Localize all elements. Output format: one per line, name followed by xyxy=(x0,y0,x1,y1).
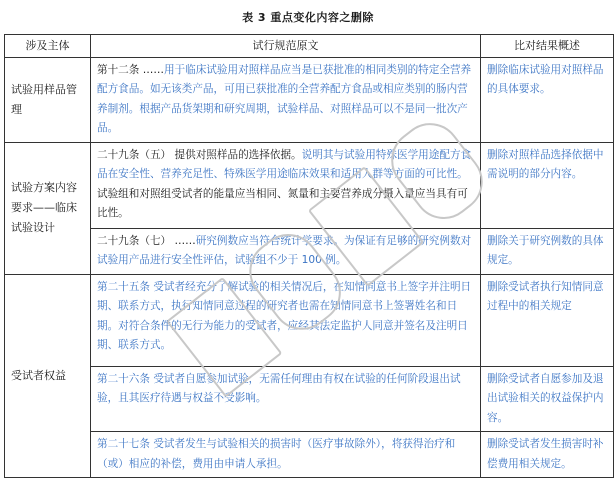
clause-text: 用于临床试验用对照样品应当是已获批准的相同类别的特定全营养配方食品。如无该类产品，可用已获批准的全营养配方食品或相应类别的肠内营养制剂。根据产品货架期和研究周期，试验样品、对照样品可以不是同一批次产品。 xyxy=(97,63,472,134)
table-row xyxy=(5,432,614,478)
result-cell: 删除受试者发生损害时补偿费用相关规定。 xyxy=(481,432,614,478)
table-caption: 表 3 重点变化内容之删除 xyxy=(242,11,374,24)
table-row xyxy=(5,142,614,228)
header-result: 比对结果概述 xyxy=(481,35,614,58)
comparison-table xyxy=(4,34,614,478)
result-cell: 删除受试者自愿参加及退出试验相关的权益保护内容。 xyxy=(481,366,614,432)
clause-text: 研究例数应当符合统计学要求。为保证有足够的研究例数对试验用产品进行安全性评估，试验组不少于 100 例。 xyxy=(97,234,472,266)
clause-ref: 第十二条 …… xyxy=(97,63,164,76)
header-subject: 涉及主体 xyxy=(5,35,91,58)
original-cell xyxy=(91,228,481,274)
table-row xyxy=(5,228,614,274)
original-cell: 第二十六条 受试者自愿参加试验，无需任何理由有权在试验的任何阶段退出试验，且其医疗待遇与权益不受影响。 xyxy=(91,366,481,432)
original-cell xyxy=(91,142,481,228)
clause-ref: 二十九条（五） 提供对照样品的选择依据。 xyxy=(97,148,302,161)
result-cell: 删除对照样品选择依据中需说明的部分内容。 xyxy=(481,142,614,228)
result-cell: 删除受试者执行知情同意过程中的相关规定 xyxy=(481,274,614,366)
table-row xyxy=(5,366,614,432)
clause-text: 说明其与试验用特殊医学用途配方食品在安全性、营养充足性、特殊医学用途临床效果和适用人群等方面的可比性。 xyxy=(97,148,472,180)
table-row xyxy=(5,57,614,142)
subject-cell: 试验用样品管理 xyxy=(5,57,91,142)
original-cell xyxy=(91,57,481,142)
original-cell: 第二十七条 受试者发生与试验相关的损害时（医疗事故除外），将获得治疗和（或）相应的补偿，费用由申请人承担。 xyxy=(91,432,481,478)
result-cell: 删除关于研究例数的具体规定。 xyxy=(481,228,614,274)
subject-cell: 受试者权益 xyxy=(5,274,91,478)
result-cell: 删除临床试验用对照样品的具体要求。 xyxy=(481,57,614,142)
clause-ref: 二十九条（七） …… xyxy=(97,234,196,247)
table-header-row xyxy=(5,35,614,58)
header-original: 试行规范原文 xyxy=(91,35,481,58)
clause-text-black: 试验组和对照组受试者的能量应当相同、氮量和主要营养成分摄入量应当具有可比性。 xyxy=(97,187,468,219)
subject-cell: 试验方案内容要求——临床试验设计 xyxy=(5,142,91,274)
original-cell: 第二十五条 受试者经充分了解试验的相关情况后，在知情同意书上签字并注明日期、联系方式，执行知情同意过程的研究者也需在知情同意书上签署姓名和日期。对符合条件的无行为能力的受试者，应经其法定监护人同意并签名及注明日期、联系方式。 xyxy=(91,274,481,366)
table-row xyxy=(5,274,614,366)
